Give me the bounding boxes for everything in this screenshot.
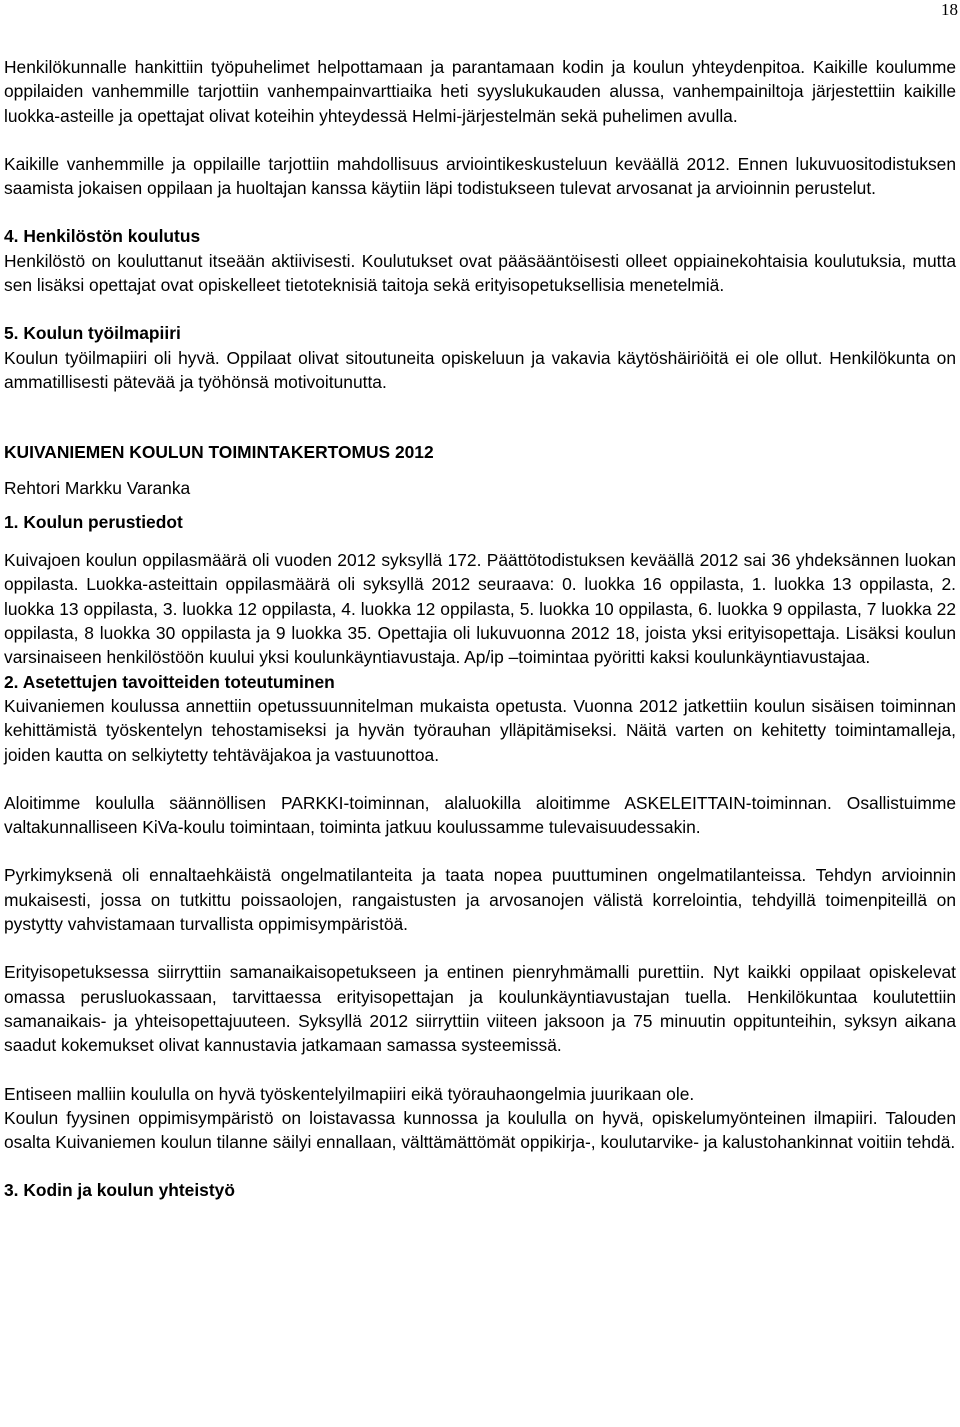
report-title: KUIVANIEMEN KOULUN TOIMINTAKERTOMUS 2012 bbox=[4, 442, 434, 463]
report-section-2-paragraph-2: Aloitimme koululla säännöllisen PARKKI-toiminnan, alaluokilla aloitimme ASKELEITTAIN-toiminnan. Osallistuimme valtakunnalliseen KiVa-koulu toimintaan, toiminta jatkuu koulussamme tulevaisuudessakin. bbox=[4, 792, 956, 838]
section-5-text: Koulun työilmapiiri oli hyvä. Oppilaat olivat sitoutuneita opiskeluun ja vakavia käytöshäiriöitä ei ole ollut. Henkilökunta on ammatillisesti pätevää ja työhönsä motivoitunutta. bbox=[4, 347, 956, 392]
report-author: Rehtori Markku Varanka bbox=[4, 477, 191, 498]
report-section-2-paragraph-5b: Koulun fyysinen oppimisympäristö on loistavassa kunnossa ja koululla on hyvä, opiskelumyönteinen ilmapiiri. Talouden osalta Kuivaniemen koulun tilanne säilyi ennallaan, välttämättömät oppikirja-, koulutarvike- ja kalustohankinnat voitiin tehdä. bbox=[4, 1107, 956, 1153]
report-section-2-paragraph-4: Erityisopetuksessa siirryttiin samanaikaisopetukseen ja entinen pienryhmämalli purettiin. Nyt kaikki oppilaat opiskelevat omassa perusluokassaan, tarvittaessa erityisopettajan ja koulunkäyntiavustajan tuella. Henkilökuntaa koulutettiin samanaikais- ja yhteisopettajuuteen. Syksyllä 2012 siirryttiin viiteen jaksoon ja 75 minuutin oppitunteihin, syksyn aikana saadut kokemukset olivat kannustavia jatkamaan samassa systeemissä. bbox=[4, 962, 956, 1056]
report-section-3-heading: 3. Kodin ja koulun yhteistyö bbox=[4, 1180, 235, 1201]
section-4-text: Henkilöstö on kouluttanut itseään aktiivisesti. Koulutukset ovat pääsääntöisesti olleet oppiainekohtaisia koulutuksia, mutta sen lisäksi opettajat ovat opiskelleet tietoteknisiä taitoja sekä erityisopetuksellisia menetelmiä. bbox=[4, 250, 956, 296]
report-section-1-heading: 1. Koulun perustiedot bbox=[4, 511, 183, 532]
report-section-2-paragraph-5a: Entiseen malliin koululla on hyvä työskentelyilmapiiri eikä työrauhaongelmia juurikaan ole. bbox=[4, 1083, 695, 1104]
report-section-2-paragraph-1: Kuivaniemen koulussa annettiin opetussuunnitelman mukaista opetusta. Vuonna 2012 jatkettiin koulun sisäisen toiminnan kehittämistä työskentelyn tehostamiseksi ja hyvän työrauhan ylläpitämiseksi. Näitä varten on kehitetty toimintamalleja, joiden kautta on selkiytetty tehtäväjakoa ja vastuunottoa. bbox=[4, 695, 956, 765]
page-number: 18 bbox=[941, 0, 958, 19]
document-body bbox=[4, 55, 956, 1203]
report-section-2-paragraph-3: Pyrkimyksenä oli ennaltaehkäistä ongelmatilanteita ja taata nopea puuttuminen ongelmatilanteissa. Tehdyn arvioinnin mukaisesti, jossa on tutkittu poissaolojen, rangaistusten ja arvosanojen välistä korrelointia, tehdyillä toimenpiteillä on pystytty vahvistamaan turvallista oppimisympäristöä. bbox=[4, 865, 956, 935]
intro-paragraph-2: Kaikille vanhemmille ja oppilaille tarjottiin mahdollisuus arviointikeskusteluun keväällä 2012. Ennen lukuvuositodistuksen saamista jokaisen oppilaan ja huoltajan kanssa käytiin läpi todistukseen tulevat arvosanat ja arvioinnin perustelut. bbox=[4, 153, 956, 199]
section-5-heading: 5. Koulun työilmapiiri bbox=[4, 323, 181, 344]
report-section-2-heading: 2. Asetettujen tavoitteiden toteutuminen bbox=[4, 671, 335, 692]
intro-paragraph-1: Henkilökunnalle hankittiin työpuhelimet helpottamaan ja parantamaan kodin ja koulun yhteydenpitoa. Kaikille koulumme oppilaiden vanhemmille tarjottiin vanhempainvarttiaika heti syyslukukauden alussa, vanhempainiltoja järjestettiin kaikille luokka-asteille ja opettajat olivat koteihin yhteydessä Helmi-järjestelmän sekä puhelimen avulla. bbox=[4, 57, 956, 126]
report-section-1-text: Kuivajoen koulun oppilasmäärä oli vuoden 2012 syksyllä 172. Päättötodistuksen keväällä 2012 sai 36 yhdeksännen luokan oppilasta. Luokka-asteittain oppilasmäärä oli syksyllä 2012 seuraava: 0. luokka 16 oppilasta, 1. luokka 13 oppilasta, 2. luokka 13 oppilasta, 3. luokka 12 oppilasta, 4. luokka 12 oppilasta, 5. luokka 10 oppilasta, 6. luokka 9 oppilasta, 7 luokka 22 oppilasta, 8 luokka 30 oppilasta ja 9 luokka 35. Opettajia oli lukuvuonna 2012 18, joista yksi erityisopettaja. Lisäksi koulun varsinaiseen henkilöstöön kuului yksi koulunkäyntiavustaja. Ap/ip –toimintaa pyöritti kaksi koulunkäyntiavustajaa. bbox=[4, 550, 956, 668]
section-4-heading: 4. Henkilöstön koulutus bbox=[4, 226, 201, 247]
